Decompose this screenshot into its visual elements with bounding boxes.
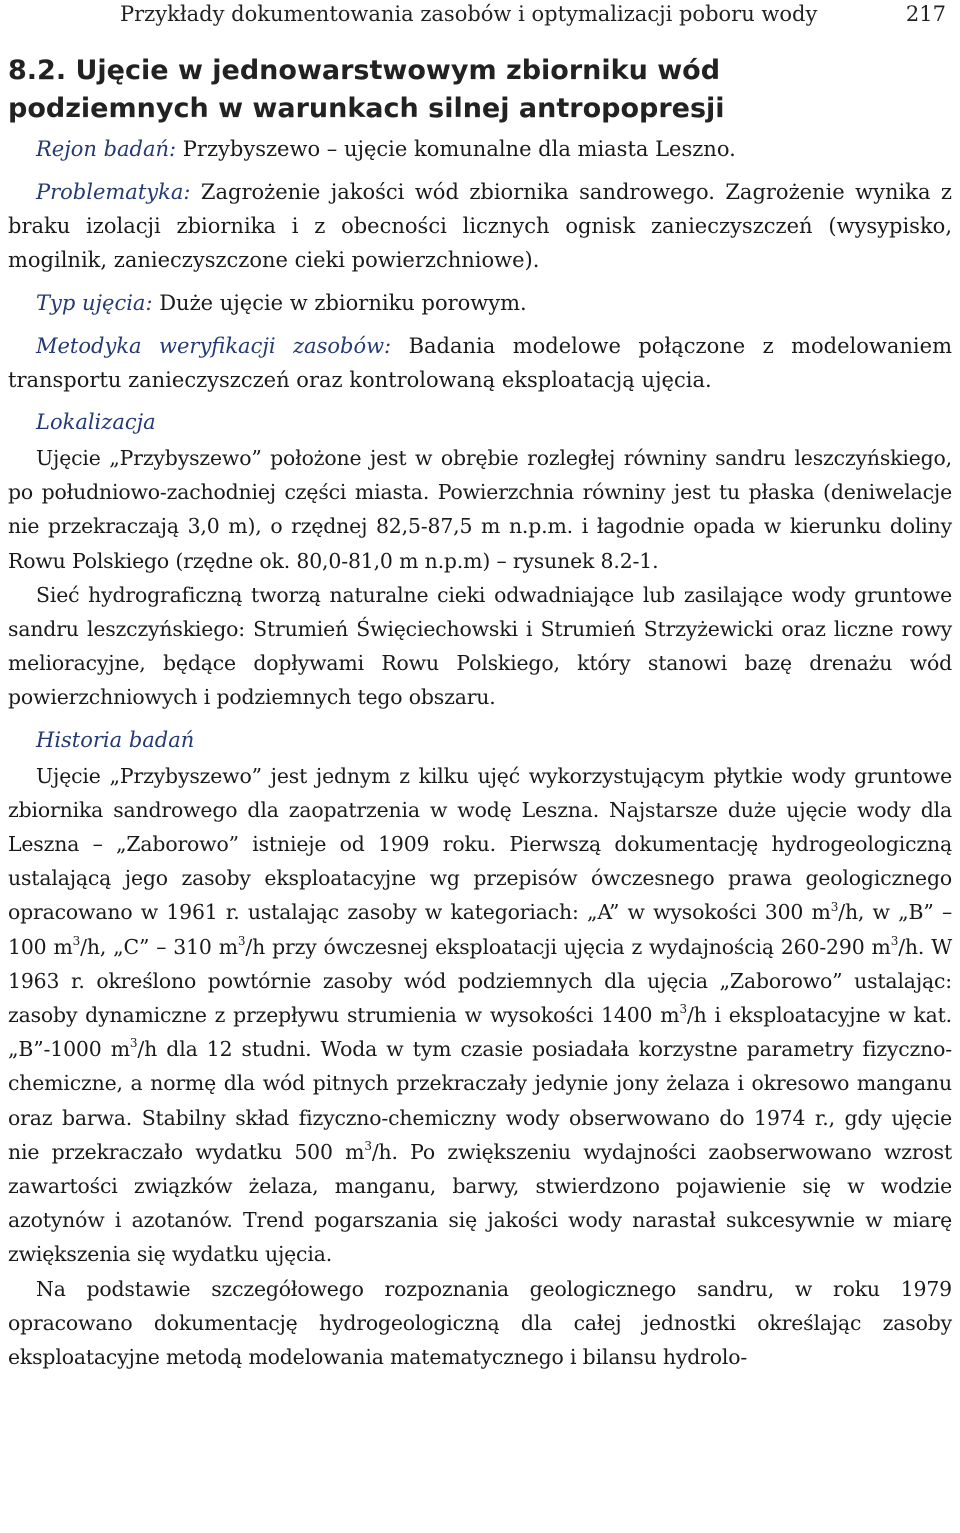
text-run: /h przy ówczesnej eksploatacji ujęcia z wydajnością 260-290 m: [245, 934, 891, 959]
section-title-line2: podziemnych w warunkach silnej antropopresji: [8, 93, 725, 124]
meta-label: Rejon badań:: [36, 137, 177, 161]
text-run: Ujęcie „Przybyszewo” jest jednym z kilku ujęć wykorzystującym płytkie wody gruntowe zbiornika sandrowego dla zaopatrzenia w wodę Leszna. Najstarsze duże ujęcie wody dla Leszna – „Zaborowo” istnieje od 1909 roku. Pierwszą dokumentację hydrogeologiczną ustalającą jego zasoby eksploatacyjne wg przepisów ówczesnego prawa geologicznego opracowano w 1961 r. ustalając zasoby w kategoriach: „A” w wysokości 300 m: [8, 763, 952, 925]
superscript: 3: [890, 933, 899, 948]
superscript: 3: [129, 1036, 138, 1051]
page-number: 217: [905, 2, 946, 26]
historia-paragraph-2: Na podstawie szczegółowego rozpoznania geologicznego sandru, w roku 1979 opracowano dokumentację hydrogeologiczną dla całej jednostki określając zasoby eksploatacyjne metodą modelowania matematycznego i bilansu hydrolo-: [8, 1276, 952, 1370]
meta-text: Duże ujęcie w zbiorniku porowym.: [152, 291, 527, 315]
superscript: 3: [72, 933, 81, 948]
meta-rejon: [8, 132, 952, 166]
heading-lokalizacja: Lokalizacja: [36, 410, 156, 434]
meta-text: Przybyszewo – ujęcie komunalne dla miasta Leszno.: [176, 137, 736, 161]
section-title: [8, 52, 952, 128]
text-run: /h dla 12 studni. Woda w tym czasie posiadała korzystne parametry fizyczno-chemiczne, a normę dla wód pitnych przekraczały jedynie jony żelaza i okresowo manganu oraz barwa. Stabilny skład fizyczno-chemiczny wody obserwowano do 1974 r., gdy ujęcie nie przekraczało wydatku 500 m: [8, 1037, 953, 1164]
meta-problematyka: [8, 175, 952, 277]
text-run: /h, w „B” – 100 m: [8, 900, 952, 959]
running-title: Przykłady dokumentowania zasobów i optymalizacji poboru wody: [120, 2, 818, 26]
meta-text: Zagrożenie jakości wód zbiornika sandrowego. Zagrożenie wynika z braku izolacji zbiornika i z obecności licznych ognisk zanieczyszczeń (wysypisko, mogilnik, zanieczyszczone cieki powierzchniowe).: [8, 180, 952, 272]
meta-typ-ujecia: [8, 286, 952, 320]
meta-label: Metodyka weryfikacji zasobów:: [36, 334, 392, 358]
lokalizacja-paragraph-1: Ujęcie „Przybyszewo” położone jest w obrębie rozległej równiny sandru leszczyńskiego, po południowo-zachodniej części miasta. Powierzchnia równiny jest tu płaska (deniwelacje nie przekraczają 3,0 m), o rzędnej 82,5-87,5 m n.p.m. i łagodnie opada w kierunku doliny Rowu Polskiego (rzędne ok. 80,0-81,0 m n.p.m) – rysunek 8.2-1.: [8, 446, 952, 573]
meta-text: Badania modelowe połączone z modelowaniem transportu zanieczyszczeń oraz kontrolowaną eksploatacją ujęcia.: [8, 334, 952, 392]
section-title-line1: 8.2. Ujęcie w jednowarstwowym zbiorniku wód: [8, 55, 721, 86]
heading-historia-badan: Historia badań: [36, 727, 195, 752]
superscript: 3: [237, 933, 246, 948]
historia-paragraph-1: [8, 759, 952, 1272]
text-run: /h. W 1963 r. określono powtórnie zasoby wód podziemnych dla ujęcia „Zaborowo” ustalając: zasoby dynamiczne z przepływu strumienia w wysokości 1400 m: [8, 934, 953, 1028]
text-run: /h, „C” – 310 m: [80, 934, 238, 959]
text-run: /h i eksploatacyjne w kat. „B”-1000 m: [8, 1003, 952, 1062]
superscript: 3: [679, 1002, 687, 1017]
superscript: 3: [364, 1139, 372, 1154]
running-header: [8, 0, 952, 40]
meta-label: Typ ujęcia:: [36, 291, 153, 315]
text-run: /h. Po zwiększeniu wydajności zaobserwowano wzrost zawartości związków żelaza, manganu, barwy, stwierdzono pojawienie się w wodzie azotynów i azotanów. Trend pogarszania się jakości wody narastał sukcesywnie w miarę zwiększenia się wydatku ujęcia.: [8, 1139, 952, 1267]
lokalizacja-paragraph-2: Sieć hydrograficzną tworzą naturalne cieki odwadniające lub zasilające wody gruntowe sandru leszczyńskiego: Strumień Święciechowski i Strumień Strzyżewicki oraz liczne rowy melioracyjne, będące dopływami Rowu Polskiego, który stanowi bazę drenażu wód powierzchniowych i podziemnych tego obszaru.: [8, 582, 952, 710]
meta-label: Problematyka:: [36, 180, 191, 204]
meta-metodyka: [8, 329, 952, 397]
superscript: 3: [830, 899, 839, 914]
